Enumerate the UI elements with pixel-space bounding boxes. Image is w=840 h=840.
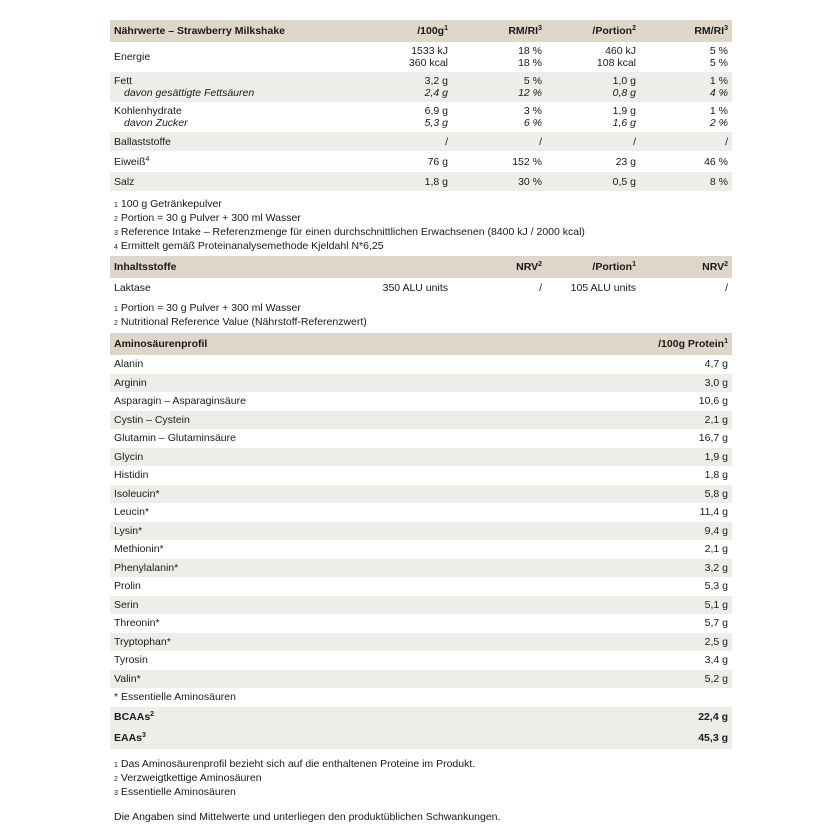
footnote: 1 Portion = 30 g Pulver + 300 ml Wasser — [114, 302, 301, 314]
table-row — [110, 392, 732, 411]
table-row: Eiweiß$^4$ 76 g 152 % 23 g 46 % — [114, 155, 728, 168]
footnote: 1 100 g Getränkepulver — [114, 198, 222, 210]
nutrition-facts-sheet — [110, 20, 732, 823]
amino-value: 3,4 g — [704, 654, 728, 667]
amino-value: 4,7 g — [704, 358, 728, 371]
amino-value: 1,9 g — [704, 450, 728, 463]
table-row — [110, 355, 732, 374]
nutrition-footnotes — [110, 197, 732, 253]
table-row: Salz 1,8 g 30 % 0,5 g 8 % — [110, 172, 732, 191]
bcaa-row: BCAAs$^2$ 22,4 g — [110, 707, 732, 728]
footnote: 2 Portion = 30 g Pulver + 300 ml Wasser — [114, 212, 301, 224]
amino-value: 10,6 g — [698, 395, 728, 408]
amino-value: 5,1 g — [704, 598, 728, 611]
ingredients-title: Inhaltsstoffe — [114, 261, 177, 273]
table-row — [110, 670, 732, 689]
table-row: Kohlenhydrate davon Zucker 6,9 g 5,3 g 3 % 6 % 1,9 g 1,6 g 1 % 2 % — [114, 105, 728, 129]
table-row — [110, 485, 732, 504]
amino-value: 9,4 g — [704, 524, 728, 537]
table-row — [110, 614, 732, 633]
table-row: Fett davon gesättigte Fettsäuren 3,2 g 2,4 g 5 % 12 % 1,0 g 0,8 g 1 % 4 % — [110, 72, 732, 102]
amino-value: 5,3 g — [704, 580, 728, 593]
amino-name: Asparagin – Asparaginsäure — [114, 395, 246, 408]
amino-value: 5,7 g — [704, 617, 728, 630]
table-row — [110, 577, 732, 596]
footnote: 1 Das Aminosäurenprofil bezieht sich auf die enthaltenen Proteine im Produkt. — [114, 757, 476, 770]
amino-name: Glycin — [114, 450, 144, 463]
table-row: Ballaststoffe / / / / — [110, 132, 732, 151]
amino-name: Arginin — [114, 376, 147, 389]
amino-name: Tyrosin — [114, 654, 148, 667]
col-rm1-header: $RM/RI^3$ — [508, 25, 542, 37]
col-per100-protein-header: /100g Protein$^1$ — [658, 338, 728, 350]
table-row — [110, 540, 732, 559]
col-nrv1-header: NRV$^2$ — [516, 261, 542, 273]
amino-title: Aminosäurenprofil — [114, 338, 208, 350]
footnote: 3 Reference Intake – Referenzmenge für einen durchschnittlichen Erwachsenen (8400 kJ / 2000 kcal) — [114, 226, 585, 238]
amino-name: Leucin* — [114, 506, 150, 519]
amino-value: 11,4 g — [699, 506, 728, 519]
amino-name: Cystin – Cystein — [114, 413, 190, 426]
nutrition-table-header — [110, 20, 732, 42]
col-per100-header: $/100g^1$ — [417, 25, 448, 37]
nutrition-title: Nährwerte – Strawberry Milkshake — [114, 25, 285, 37]
amino-value: 5,2 g — [704, 672, 728, 685]
amino-name: Valin* — [114, 672, 141, 685]
amino-name: Lysin* — [114, 524, 143, 537]
table-row — [110, 466, 732, 485]
amino-name: Threonin* — [114, 617, 160, 630]
amino-rows — [110, 355, 732, 688]
table-row — [110, 596, 732, 615]
amino-value: 16,7 g — [698, 432, 728, 445]
amino-name: Prolin — [114, 580, 141, 593]
table-row — [110, 429, 732, 448]
table-row — [110, 448, 732, 467]
col-portion-header: /Portion$^1$ — [592, 261, 636, 273]
table-row — [110, 633, 732, 652]
col-nrv2-header: NRV$^2$ — [702, 261, 728, 273]
amino-name: Isoleucin* — [114, 487, 160, 500]
amino-value: 1,8 g — [704, 469, 728, 482]
amino-value: 2,1 g — [704, 543, 728, 556]
amino-table-header — [110, 333, 732, 355]
table-row — [110, 411, 732, 430]
eaa-row: EAAs$^3$ 45,3 g — [110, 728, 732, 749]
amino-name: Phenylalanin* — [114, 561, 179, 574]
col-rm2-header: $RM/RI^3$ — [694, 25, 728, 37]
disclaimer: Die Angaben sind Mittelwerte und unterliegen den produktüblichen Schwankungen. — [114, 810, 501, 823]
footnote: 2 Nutritional Reference Value (Nährstoff-Referenzwert) — [114, 316, 367, 328]
amino-value: 5,8 g — [704, 487, 728, 500]
footnote: 3 Essentielle Aminosäuren — [114, 785, 236, 798]
amino-value: 2,5 g — [704, 635, 728, 648]
table-row — [110, 503, 732, 522]
amino-name: Histidin — [114, 469, 149, 482]
table-row — [110, 651, 732, 670]
footnote: 2 Verzweigtkettige Aminosäuren — [114, 771, 262, 784]
ingredients-table-header — [110, 256, 732, 278]
amino-name: Serin — [114, 598, 139, 611]
footnote: 4 Ermittelt gemäß Proteinanalysemethode Kjeldahl N*6,25 — [114, 240, 384, 252]
amino-name: Alanin — [114, 358, 144, 371]
table-row — [110, 374, 732, 393]
ingredients-footnotes — [110, 301, 732, 329]
amino-footnotes — [110, 757, 732, 799]
table-row: Energie 1533 kJ 360 kcal 18 % 18 % 460 kJ 108 kcal 5 % 5 % — [114, 45, 728, 69]
table-row — [110, 559, 732, 578]
table-row — [110, 522, 732, 541]
table-row: Laktase 350 ALU units / 105 ALU units / — [114, 281, 728, 294]
amino-name: Tryptophan* — [114, 635, 171, 648]
col-portion-header: /Portion$^2$ — [592, 25, 636, 37]
essential-note: * Essentielle Aminosäuren — [114, 691, 236, 704]
amino-value: 3,2 g — [704, 561, 728, 574]
amino-value: 2,1 g — [704, 413, 728, 426]
amino-name: Methionin* — [114, 543, 164, 556]
amino-value: 3,0 g — [704, 376, 728, 389]
amino-name: Glutamin – Glutaminsäure — [114, 432, 236, 445]
